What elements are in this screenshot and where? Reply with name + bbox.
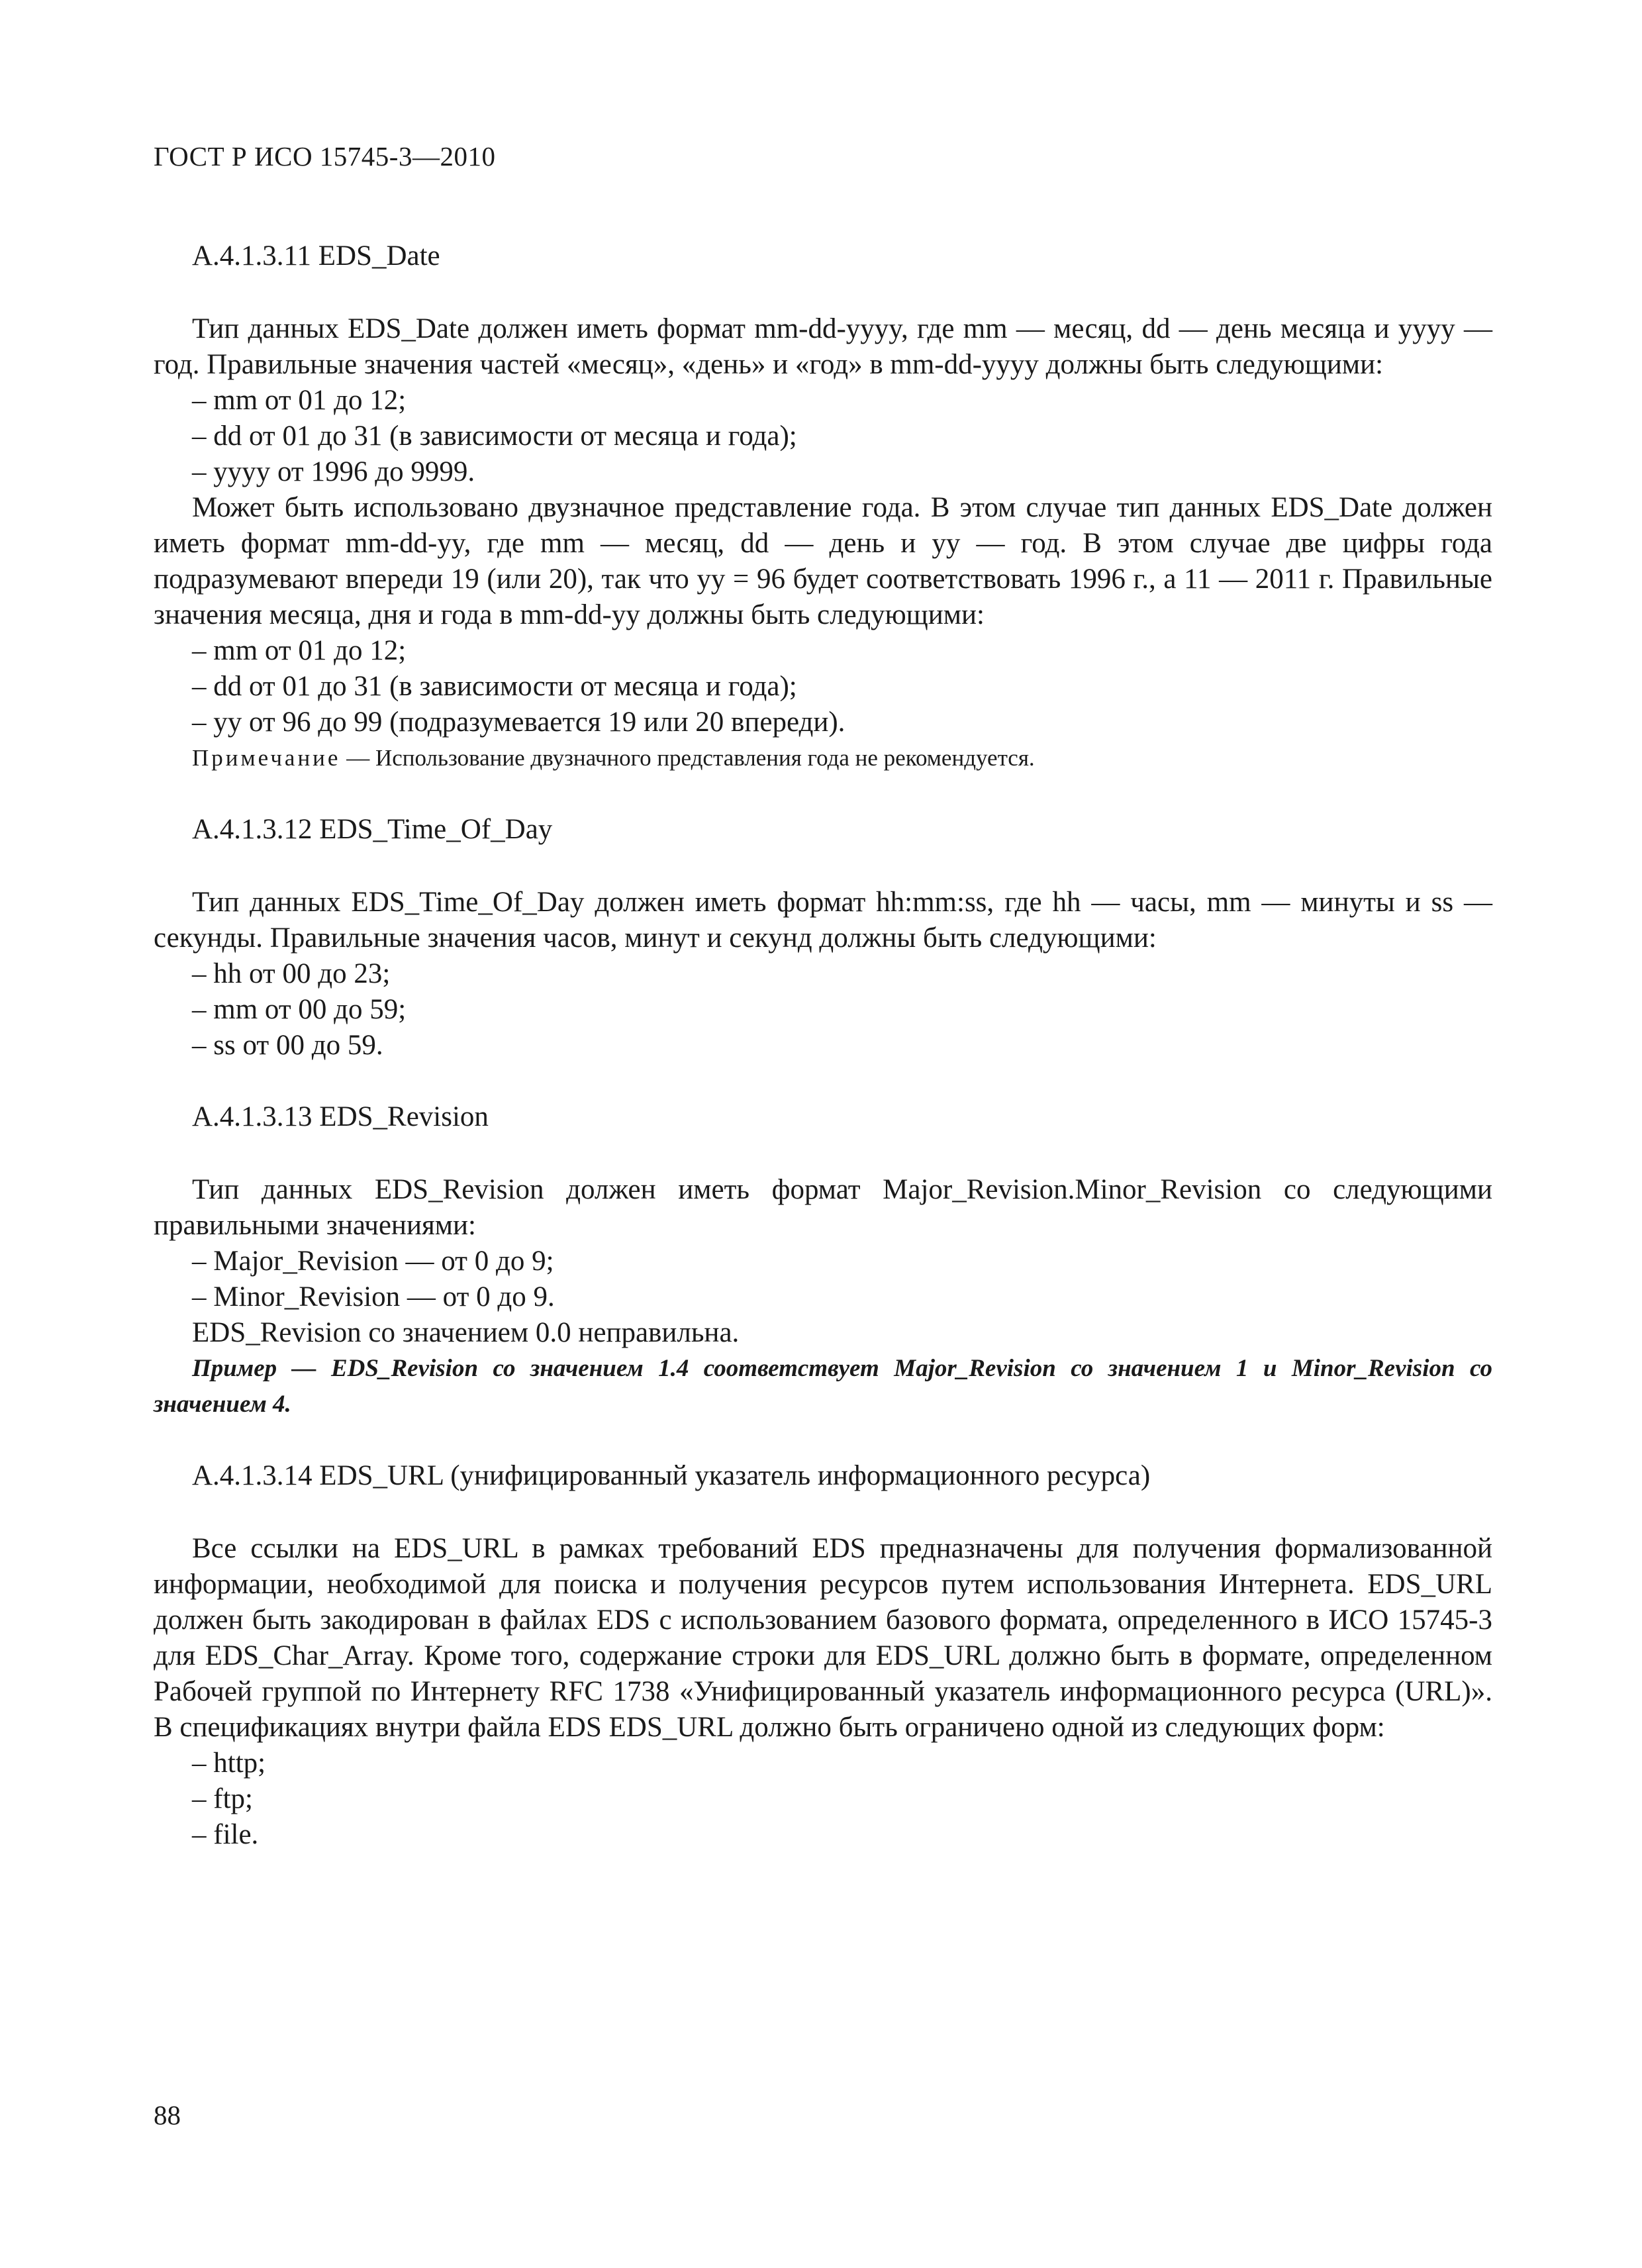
- paragraph-eds-revision-invalid: EDS_Revision со значением 0.0 неправильна.: [192, 1317, 740, 1348]
- list-item: – mm от 00 до 59;: [192, 994, 407, 1025]
- note-text: — Использование двузначного представления года не рекомендуется.: [340, 745, 1035, 771]
- list-item: – hh от 00 до 23;: [192, 958, 391, 989]
- paragraph-eds-revision-intro: Тип данных EDS_Revision должен иметь формат Major_Revision.Minor_Revision со следующими правильными значениями:: [154, 1174, 1492, 1241]
- page-header: ГОСТ Р ИСО 15745-3—2010: [154, 141, 496, 172]
- list-item: – ftp;: [192, 1783, 253, 1814]
- paragraph-eds-date-intro: Тип данных EDS_Date должен иметь формат mm-dd-yyyy, где mm — месяц, dd — день месяца и yyyy — год. Правильные значения частей «месяц», «день» и «год» в mm-dd-yyyy должны быть следующими:: [154, 313, 1492, 380]
- note-label: Примечание: [192, 745, 341, 771]
- list-item: – mm от 01 до 12;: [192, 385, 407, 416]
- example-eds-revision: Пример — EDS_Revision со значением 1.4 соответствует Major_Revision со значением 1 и Minor_Revision со значением 4.: [154, 1355, 1492, 1418]
- list-item: – Minor_Revision — от 0 до 9.: [192, 1281, 555, 1312]
- list-item: – dd от 01 до 31 (в зависимости от месяца и года);: [192, 420, 797, 452]
- list-item: – Major_Revision — от 0 до 9;: [192, 1246, 554, 1277]
- paragraph-eds-time-intro: Тип данных EDS_Time_Of_Day должен иметь формат hh:mm:ss, где hh — часы, mm — минуты и ss — секунды. Правильные значения часов, минут и секунд должны быть следующими:: [154, 887, 1492, 954]
- list-item: – ss от 00 до 59.: [192, 1030, 383, 1061]
- section-heading-eds-revision: A.4.1.3.13 EDS_Revision: [192, 1101, 489, 1132]
- list-item: – file.: [192, 1819, 259, 1850]
- section-heading-eds-url: A.4.1.3.14 EDS_URL (унифицированный указатель информационного ресурса): [192, 1460, 1151, 1491]
- list-item: – http;: [192, 1748, 266, 1779]
- paragraph-eds-url-intro: Все ссылки на EDS_URL в рамках требований EDS предназначены для получения формализованной информации, необходимой для поиска и получения ресурсов путем использования Интернета. EDS_URL должен быть закодирован в файлах EDS с использованием базового формата, определенного в ИСО 15745-3 для EDS_Char_Array. Кроме того, содержание строки для EDS_URL должно быть в формате, определенном Рабочей группой по Интернету RFC 1738 «Унифицированный указатель информационного ресурса (URL)». В спецификациях внутри файла EDS EDS_URL должно быть ограничено одной из следующих форм:: [154, 1533, 1492, 1743]
- list-item: – yy от 96 до 99 (подразумевается 19 или 20 впереди).: [192, 707, 845, 738]
- section-heading-eds-time-of-day: A.4.1.3.12 EDS_Time_Of_Day: [192, 814, 553, 845]
- list-item: – dd от 01 до 31 (в зависимости от месяца и года);: [192, 671, 797, 702]
- page-content: [154, 238, 1492, 1853]
- paragraph-eds-date-two-digit: Может быть использовано двузначное представление года. В этом случае тип данных EDS_Date должен иметь формат mm-dd-yy, где mm — месяц, dd — день и yy — год. В этом случае две цифры года подразумевают впереди 19 (или 20), так что yy = 96 будет соответствовать 1996 г., а 11 — 2011 г. Правильные значения месяца, дня и года в mm-dd-yy должны быть следующими:: [154, 492, 1492, 630]
- list-item: – mm от 01 до 12;: [192, 635, 407, 666]
- note: [154, 740, 1492, 776]
- list-item: – yyyy от 1996 до 9999.: [192, 456, 475, 487]
- page-number: 88: [154, 2100, 181, 2130]
- section-heading-eds-date: A.4.1.3.11 EDS_Date: [192, 240, 440, 271]
